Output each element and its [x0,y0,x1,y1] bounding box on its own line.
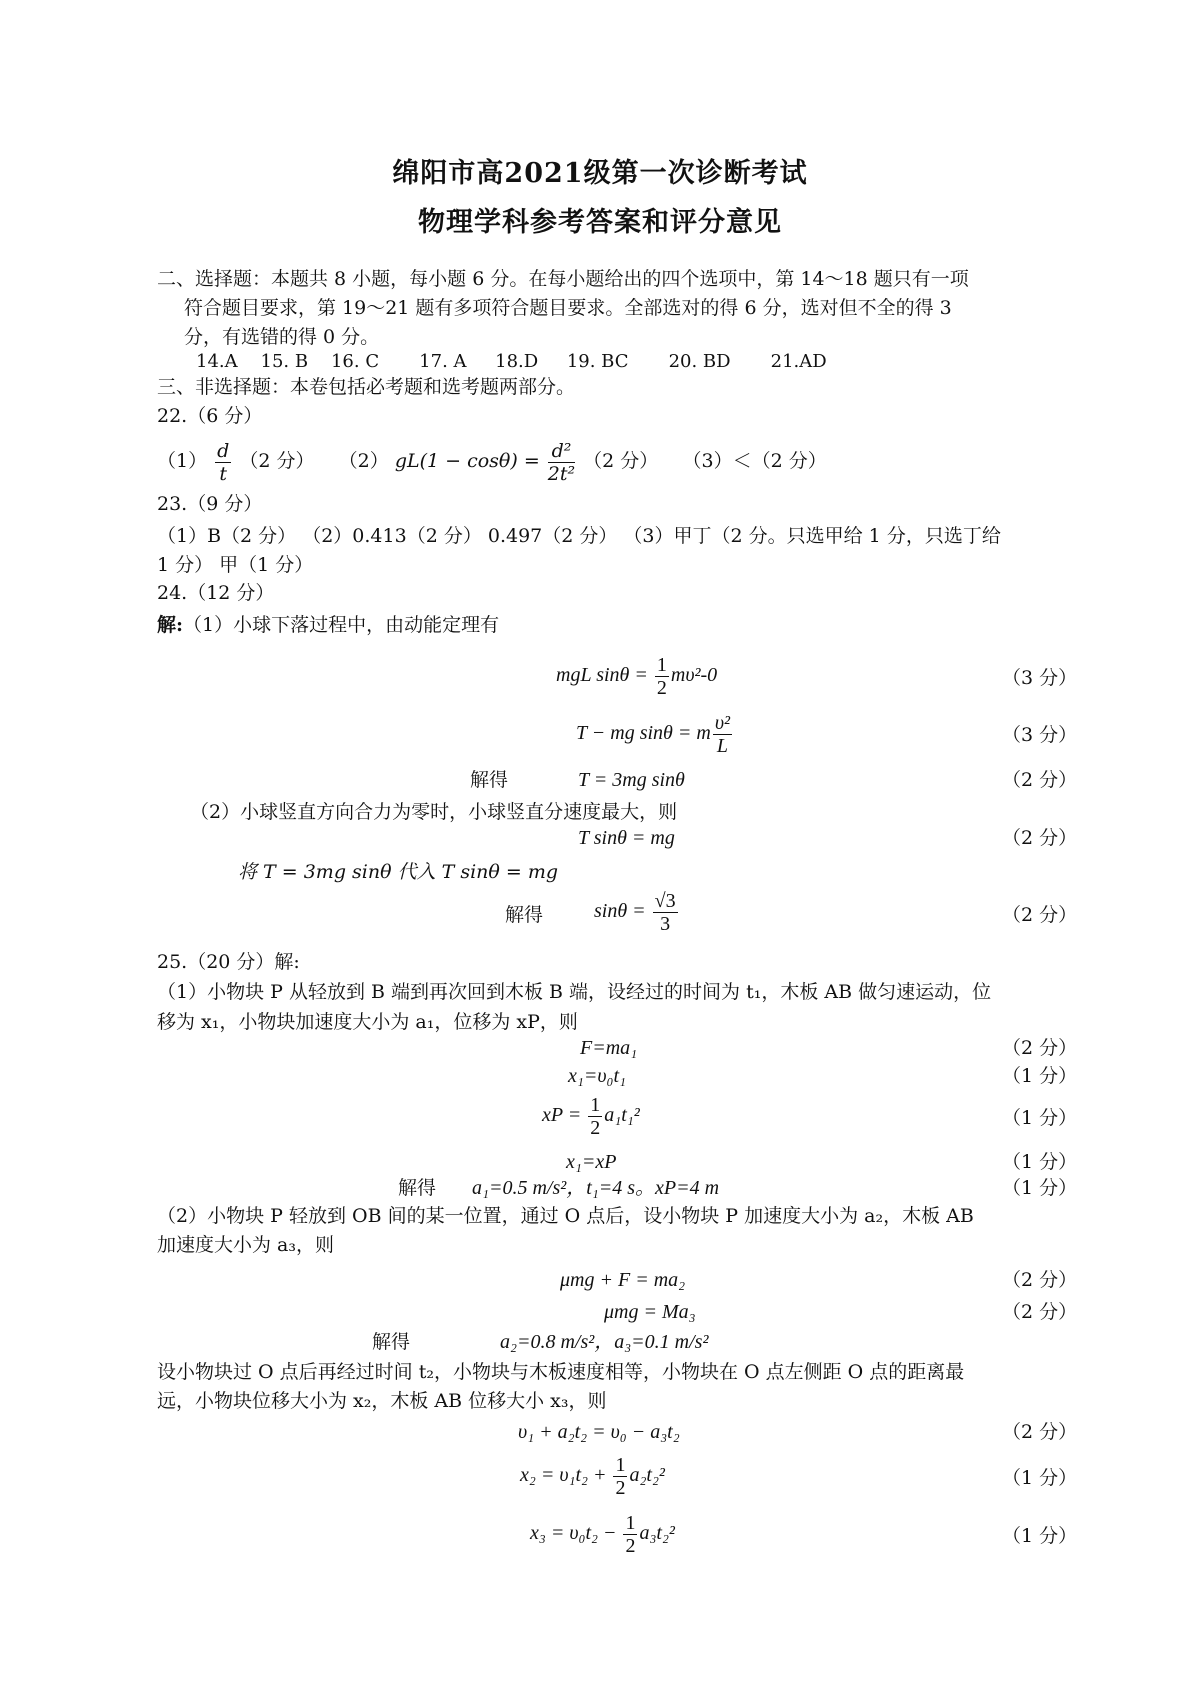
eq-text: a₂=0.8 m/s²，a₃=0.1 m/s² [500,1331,709,1353]
eq-text: T = 3mg sinθ [578,769,685,791]
q25-eqE-score: （2 分） [1002,1269,1078,1291]
frac-denominator: 3 [660,913,671,935]
q25-p3-line1: 设小物块过 O 点后再经过时间 t₂，小物块与木板速度相等，小物块在 O 点左侧距 O 点的距离最 [157,1361,965,1383]
eq-right: a₂t₂² [629,1464,665,1487]
frac-denominator: 2 [615,1477,626,1499]
eq-text: υ₁ + a₂t₂ = υ₀ − a₃t₂ [518,1421,680,1443]
q25-p2-line1: （2）小物块 P 轻放到 OB 间的某一位置，通过 O 点后，设小物块 P 加速度大小为 a₂，木板 AB [157,1205,974,1227]
eq-text: x₁=xP [566,1151,617,1173]
eq-left: x₃ = υ₀t₂ − [530,1522,617,1545]
frac-numerator: υ² [714,712,730,734]
q25-solve1 [472,1176,719,1200]
q24-eq2 [576,712,734,757]
eq-text: μmg = Ma₃ [604,1301,696,1323]
frac-denominator: L [716,735,728,757]
frac-numerator: d [217,439,230,462]
eq-text: a₁=0.5 m/s²，t₁=4 s。xP=4 m [472,1177,720,1199]
q22-part1-score: （2 分） [239,450,315,472]
frac-numerator: 1 [615,1454,626,1476]
eq-left: x₂ = υ₁t₂ + [520,1464,607,1487]
q25-eqI-score: （1 分） [1002,1525,1078,1547]
q22-formula-left: gL(1 − cosθ) = [394,450,540,472]
q24-substitute [238,860,558,884]
frac-half [588,1094,602,1139]
eq-left: xP = [542,1104,582,1127]
q25-eqA [580,1036,637,1060]
subst-text: 将 T = 3mg sinθ 代入 T sinθ = mg [238,861,558,883]
q25-p2-line2: 加速度大小为 a₃，则 [157,1234,334,1256]
q23-header: 23.（9 分） [157,493,263,515]
frac-denominator: t [219,462,228,485]
answer-18: 18.D [495,351,539,372]
eq-left: T − mg sinθ = m [576,722,711,745]
q25-header: 25.（20 分）解: [157,951,300,973]
q24-eq2-score: （3 分） [1002,724,1078,746]
eq-left: mgL sinθ = [556,664,648,687]
q25-eqB [568,1064,626,1088]
frac-sqrt3-over-3 [653,890,678,935]
q24-eq3-score: （2 分） [1002,769,1078,791]
q25-eqB-score: （1 分） [1002,1065,1078,1087]
eq-right: a₁t₁² [604,1104,640,1127]
frac-half [613,1454,627,1499]
q23-line2: 1 分） 甲（1 分） [157,554,314,576]
answer-19: 19. BC [566,351,629,372]
q25-eqG [518,1420,680,1444]
eq-text: μmg + F = ma₂ [560,1269,686,1291]
q24-solve2-label: 解得 [505,904,544,926]
q24-solve-label: 解得 [470,769,509,791]
eq-text: x₁=υ₀t₁ [568,1065,626,1087]
answer-17: 17. A [419,351,467,372]
frac-numerator: d² [551,439,572,462]
q25-eqG-score: （2 分） [1002,1421,1078,1443]
frac-numerator: 1 [590,1094,601,1116]
q25-eqC-score: （1 分） [1002,1107,1078,1129]
answers-row [196,350,827,374]
q22-part2-score: （2 分） [583,450,659,472]
answer-16: 16. C [330,351,380,372]
eq-left: sinθ = [594,900,646,923]
frac-numerator: 1 [625,1512,636,1534]
section2-line1: 二、选择题：本题共 8 小题，每小题 6 分。在每小题给出的四个选项中，第 14～18 题只有一项 [157,268,969,290]
q22-answers [157,438,827,485]
section2-line3: 分，有选错的得 0 分。 [184,326,380,348]
q22-part3: （3）＜（2 分） [682,450,827,472]
q25-p1-line2: 移为 x₁，小物块加速度大小为 a₁，位移为 xP，则 [157,1011,578,1033]
q22-frac-d-over-t [215,440,231,485]
answer-15: 15. B [260,351,309,372]
q25-p3-line2: 远，小物块位移大小为 x₂，木板 AB 位移大小 x₃，则 [157,1390,607,1412]
frac-denominator: 2 [656,677,667,699]
q25-eqH [520,1454,665,1499]
answer-14: 14.A [196,351,238,372]
frac-denominator: 2 [625,1535,636,1557]
q22-header: 22.（6 分） [157,405,263,427]
q23-line1: （1）B（2 分） （2）0.413（2 分） 0.497（2 分） （3）甲丁（2 分。只选甲给 1 分，只选丁给 [157,525,1001,547]
q24-eq5-score: （2 分） [1002,904,1078,926]
q25-solve2-label: 解得 [372,1331,411,1353]
q24-eq5 [594,890,680,935]
q24-header: 24.（12 分） [157,582,275,604]
q25-eqF-score: （2 分） [1002,1301,1078,1323]
eq-text: T sinθ = mg [578,827,675,849]
q24-intro-text: （1）小球下落过程中，由动能定理有 [183,614,500,636]
page-subtitle: 物理学科参考答案和评分意见 [418,207,782,238]
q25-solve2 [500,1330,708,1354]
q25-eqF [604,1300,696,1324]
section2-line2: 符合题目要求，第 19～21 题有多项符合题目要求。全部选对的得 6 分，选对但不全的得 3 [184,297,952,319]
q25-eqI [530,1512,675,1557]
eq-text: F=ma₁ [580,1037,638,1059]
eq-right: a₃t₂² [639,1522,675,1545]
q24-intro [157,613,499,637]
answer-20: 20. BD [668,351,731,372]
q25-solve1-score: （1 分） [1002,1177,1078,1199]
frac-denominator: 2 [590,1117,601,1139]
q25-eqA-score: （2 分） [1002,1037,1078,1059]
q24-eq1-score: （3 分） [1002,667,1078,689]
q25-eqC [542,1094,640,1139]
frac-v2-over-L [713,712,732,757]
q25-eqE [560,1268,685,1292]
q25-solve1-label: 解得 [398,1177,437,1199]
q24-eq4 [578,826,675,850]
q25-p1-line1: （1）小物块 P 从轻放到 B 端到再次回到木板 B 端，设经过的时间为 t₁，木板 AB 做匀速运动，位 [157,981,992,1003]
eq-right: mυ²-0 [670,664,718,687]
solution-label: 解: [157,614,184,636]
q25-eqH-score: （1 分） [1002,1467,1078,1489]
q25-eqD [566,1150,616,1174]
answer-21: 21.AD [770,351,827,372]
frac-denominator: 2t² [547,462,576,485]
q25-eqD-score: （1 分） [1002,1151,1078,1173]
frac-half [655,654,669,699]
q24-eq1 [556,654,717,699]
q22-part1-label: （1） [157,450,208,472]
q22-frac-d2-over-2t2 [548,440,575,485]
frac-half [623,1512,637,1557]
q24-part2: （2）小球竖直方向合力为零时，小球竖直分速度最大，则 [190,801,678,823]
section3-heading: 三、非选择题：本卷包括必考题和选考题两部分。 [157,376,576,398]
q22-part2-label: （2） [338,450,389,472]
q24-eq4-score: （2 分） [1002,827,1078,849]
page-title: 绵阳市高2021级第一次诊断考试 [392,158,808,189]
frac-numerator: 1 [656,654,667,676]
q24-eq3 [578,768,685,792]
frac-numerator: √3 [654,890,676,912]
